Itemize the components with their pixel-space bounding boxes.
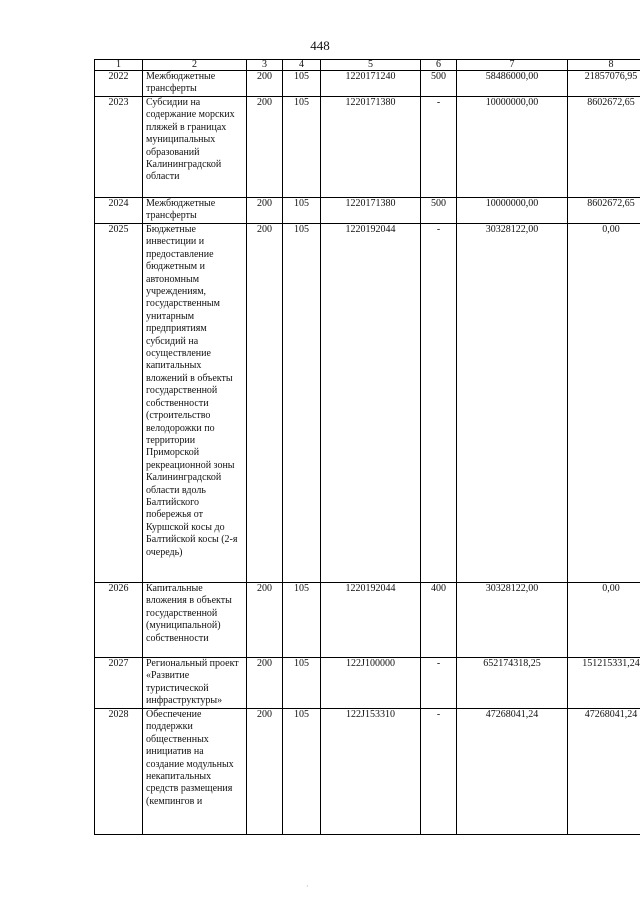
table-row <box>95 198 640 224</box>
cell-amount-fact: 47268041,24 <box>568 709 640 835</box>
cell-code: 1220171380 <box>321 198 421 224</box>
cell-amount-plan: 10000000,00 <box>457 97 568 198</box>
cell-col3: 200 <box>247 709 283 835</box>
cell-amount-plan: 30328122,00 <box>457 224 568 583</box>
column-header: 5 <box>321 60 421 71</box>
cell-amount-plan: 652174318,25 <box>457 658 568 709</box>
cell-type: - <box>421 224 457 583</box>
table-row <box>95 709 640 835</box>
row-name: Межбюджетные трансферты <box>143 198 247 224</box>
cell-amount-fact: 8602672,65 <box>568 198 640 224</box>
cell-amount-fact: 8602672,65 <box>568 97 640 198</box>
row-number: 2028 <box>95 709 143 835</box>
cell-code: 1220192044 <box>321 583 421 658</box>
cell-type: 500 <box>421 198 457 224</box>
cell-col4: 105 <box>283 583 321 658</box>
page-number: 448 <box>310 38 330 53</box>
row-name: Обеспечение поддержки общественных инициатив на создание модульных некапитальных средств размещения (кемпингов и <box>143 709 247 835</box>
table-row <box>95 224 640 583</box>
cell-amount-fact: 21857076,95 <box>568 71 640 97</box>
cell-amount-plan: 58486000,00 <box>457 71 568 97</box>
column-header: 4 <box>283 60 321 71</box>
cell-code: 1220192044 <box>321 224 421 583</box>
cell-type: - <box>421 709 457 835</box>
row-number: 2026 <box>95 583 143 658</box>
cell-col3: 200 <box>247 198 283 224</box>
cell-col4: 105 <box>283 224 321 583</box>
cell-col4: 105 <box>283 658 321 709</box>
cell-amount-plan: 30328122,00 <box>457 583 568 658</box>
row-name: Межбюджетные трансферты <box>143 71 247 97</box>
column-header: 3 <box>247 60 283 71</box>
cell-amount-fact: 151215331,24 <box>568 658 640 709</box>
scan-speck: · <box>306 882 309 891</box>
cell-amount-fact: 0,00 <box>568 224 640 583</box>
budget-table <box>94 59 640 835</box>
row-name: Региональный проект «Развитие туристической инфраструктуры» <box>143 658 247 709</box>
cell-type: 500 <box>421 71 457 97</box>
table-header-row <box>95 60 640 71</box>
row-number: 2024 <box>95 198 143 224</box>
cell-col4: 105 <box>283 71 321 97</box>
column-header: 7 <box>457 60 568 71</box>
cell-code: 122J100000 <box>321 658 421 709</box>
table-row <box>95 658 640 709</box>
cell-code: 1220171380 <box>321 97 421 198</box>
row-name: Капитальные вложения в объекты государственной (муниципальной) собственности <box>143 583 247 658</box>
cell-code: 122J153310 <box>321 709 421 835</box>
cell-col3: 200 <box>247 97 283 198</box>
row-number: 2025 <box>95 224 143 583</box>
cell-type: 400 <box>421 583 457 658</box>
table-row <box>95 97 640 198</box>
cell-col3: 200 <box>247 658 283 709</box>
cell-col3: 200 <box>247 224 283 583</box>
cell-col3: 200 <box>247 71 283 97</box>
column-header: 6 <box>421 60 457 71</box>
row-number: 2023 <box>95 97 143 198</box>
cell-type: - <box>421 658 457 709</box>
cell-amount-plan: 10000000,00 <box>457 198 568 224</box>
table-row <box>95 71 640 97</box>
row-number: 2022 <box>95 71 143 97</box>
cell-col4: 105 <box>283 198 321 224</box>
column-header: 1 <box>95 60 143 71</box>
cell-type: - <box>421 97 457 198</box>
cell-amount-plan: 47268041,24 <box>457 709 568 835</box>
column-header: 8 <box>568 60 640 71</box>
cell-col4: 105 <box>283 97 321 198</box>
row-name: Субсидии на содержание морских пляжей в границах муниципальных образований Калининградской области <box>143 97 247 198</box>
column-header: 2 <box>143 60 247 71</box>
row-name: Бюджетные инвестиции и предоставление бюджетным и автономным учреждениям, государственным унитарным предприятиям субсидий на осуществление капитальных вложений в объекты государственной собственности (строительство велодорожки по территории Приморской рекреационной зоны Калининградской области вдоль Балтийского побережья от Куршской косы до Балтийской косы (2-я очередь) <box>143 224 247 583</box>
cell-code: 1220171240 <box>321 71 421 97</box>
row-number: 2027 <box>95 658 143 709</box>
cell-amount-fact: 0,00 <box>568 583 640 658</box>
cell-col3: 200 <box>247 583 283 658</box>
table-row <box>95 583 640 658</box>
cell-col4: 105 <box>283 709 321 835</box>
